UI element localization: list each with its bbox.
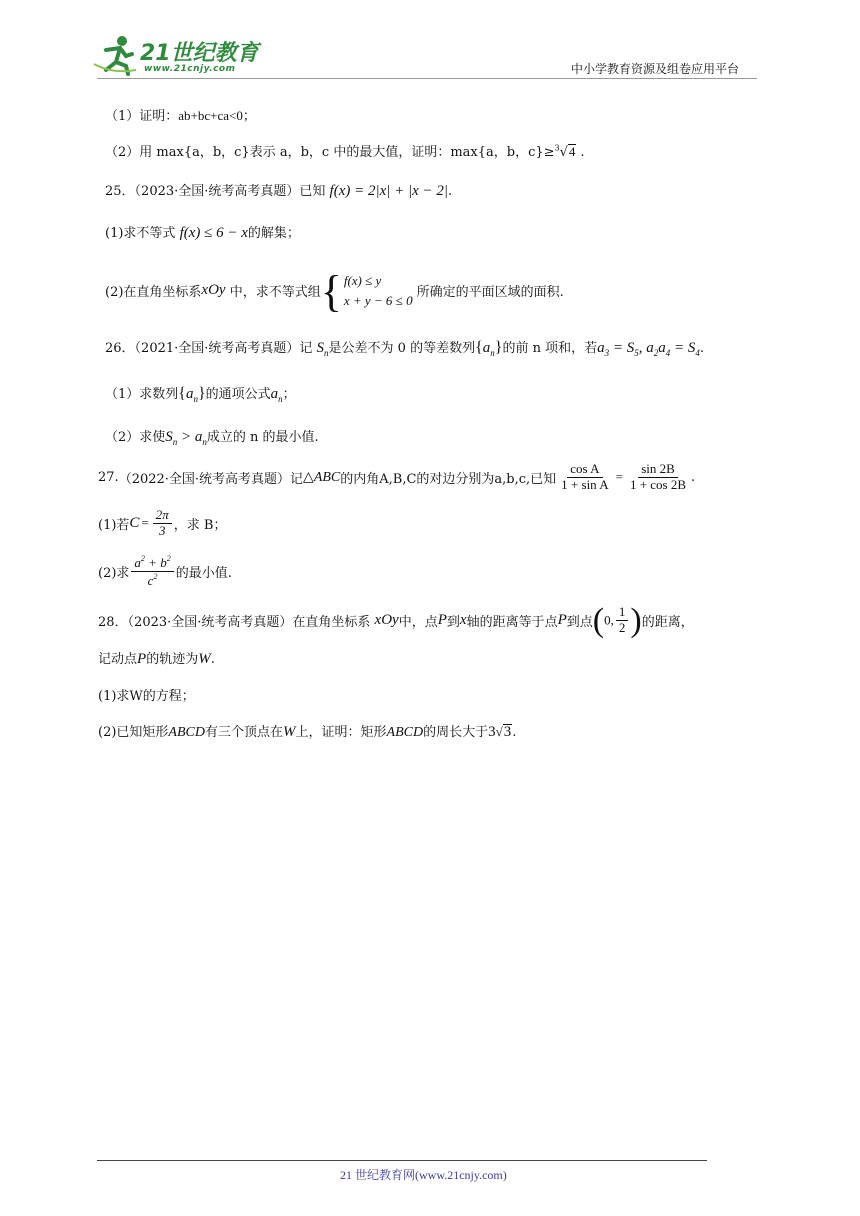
q25-system xyxy=(344,271,413,311)
q27-fraction-left xyxy=(558,462,611,493)
q26-stem-mid: 是公差不为 0 的等差数列 xyxy=(328,341,476,356)
q27-frac1-den: 1 + sin A xyxy=(561,476,609,492)
q28-part1 xyxy=(98,685,195,704)
q27-source: （2022·全国·统考高考真题）记 xyxy=(118,471,304,487)
q28-coord-system: xOy xyxy=(374,612,399,628)
q28-point-num: 1 xyxy=(616,605,629,621)
q28-part1-text: (1)求W的方程； xyxy=(98,689,195,704)
q27-part2-fraction: $\frac{a^2 + b^2}{c^2}$ xyxy=(131,554,173,589)
runner-logo-icon xyxy=(92,34,138,76)
q27-frac2-den: 1 + cos 2B xyxy=(629,476,687,492)
q26-sn: $S_n$ xyxy=(316,340,329,358)
q28-stem-mid1: 中，点 xyxy=(398,615,438,630)
q27-frac2-num: sin 2B xyxy=(638,462,678,478)
q26-seq-brace-close: } xyxy=(494,339,503,356)
q28-part2-mid: 有三个顶点在 xyxy=(204,725,283,740)
q26-stem xyxy=(105,337,704,358)
q27-part1-fraction xyxy=(153,508,172,539)
q25-part1-suffix: 的解集； xyxy=(247,226,300,241)
q28-line2-end: . xyxy=(210,652,215,667)
q28-line2-mid: 的轨迹为 xyxy=(146,652,199,667)
q25-function: f(x) = 2|x| + |x − 2| xyxy=(329,183,449,199)
left-paren-icon: ( xyxy=(592,602,605,639)
q27-fraction-right xyxy=(627,462,689,493)
q28-point-fraction xyxy=(616,605,629,636)
q25-part2-prefix: (2)在直角坐标系 xyxy=(105,285,202,300)
q26-inequality: $S_n > a_n$ xyxy=(165,429,207,447)
q27-part1-num: 2π xyxy=(153,508,172,524)
q28-part2-mid2: 上，证明：矩形 xyxy=(295,725,387,740)
q27-part2-prefix: (2)求 xyxy=(98,565,130,581)
q27-number: 27. xyxy=(98,469,119,485)
platform-name: 中小学教育资源及组卷应用平台 xyxy=(571,62,740,76)
q28-part2-end: . xyxy=(512,725,517,740)
q25-part2-suffix: 所确定的平面区域的面积. xyxy=(416,285,564,300)
q28-stem-mid2: 到 xyxy=(446,615,460,630)
q27-part2-suffix: 的最小值. xyxy=(175,565,232,581)
q26-part1: （1）求数列$\{a_n\}$的通项公式$a_n$； xyxy=(105,385,296,404)
q25-part2-mid: 中，求不等式组 xyxy=(225,285,321,300)
q24-part1-label: （1）证明： xyxy=(105,109,179,124)
q26-seq-brace: { xyxy=(475,339,483,356)
q26-part1-mid: 的通项公式 xyxy=(205,387,271,402)
q27-part2 xyxy=(98,554,232,589)
q24-root-index: 3 xyxy=(554,143,560,153)
header-logo xyxy=(92,34,262,76)
q28-stem-end: 的距离， xyxy=(641,615,694,630)
right-paren-icon: ) xyxy=(630,602,642,639)
q25-source: （2023·全国·统考高考真题）已知 xyxy=(134,184,326,199)
q26-stem-mid2: 的前 n 项和，若 xyxy=(502,341,598,356)
q24-part2 xyxy=(105,141,585,160)
q25-end: . xyxy=(448,184,453,199)
q28-root: 3 xyxy=(503,724,512,740)
q25-part2 xyxy=(105,266,564,317)
logo-title: 21世纪教育 xyxy=(140,41,259,66)
q25-coord-system: xOy xyxy=(201,282,226,298)
q24-part2-label: （2）用 max{a，b，c}表示 a，b，c 中的最大值，证明：max{a，b，c}≥ xyxy=(105,145,555,160)
q28-line2: 记动点P的轨迹为W. xyxy=(98,651,215,667)
q28-rect-name-2: ABCD xyxy=(386,725,424,740)
logo-url: www.21cnjy.com xyxy=(144,64,236,74)
q25-part1 xyxy=(105,222,300,242)
q25-part1-prefix: (1)求不等式 xyxy=(105,226,176,241)
q26-an: $a_n$ xyxy=(482,340,495,358)
q27-stem: 27.（2022·全国·统考高考真题）记△ABC的内角A,B,C的对边分别为a,b,c,已知 $\frac{\text{cos A}}{\text{1 + sin A}}$ = $\frac{\sin 2B}{1 + \cos 2B}$ . xyxy=(98,461,696,492)
q28-stem-mid4: 到点 xyxy=(566,615,593,630)
q27-part1: (1)若C = $\frac{2\pi}{3}$ ，求 B； xyxy=(98,507,227,538)
q26-part2 xyxy=(105,426,319,447)
q24-root-value: 4 xyxy=(568,144,576,159)
radical-icon-2: √ xyxy=(495,724,503,739)
q26-part1-prefix: （1）求数列 xyxy=(105,387,179,402)
footer-text[interactable]: 21 世纪教育网(www.21cnjy.com) xyxy=(340,1168,507,1182)
q28-source: （2023·全国·统考高考真题）在直角坐标系 xyxy=(127,615,371,630)
header-divider xyxy=(97,78,757,79)
q28-line2-prefix: 记动点 xyxy=(98,652,138,667)
q27-part1-suffix: ，求 B； xyxy=(173,517,227,533)
q26-part2-suffix: 成立的 n 的最小值. xyxy=(206,430,319,445)
q25-stem xyxy=(105,180,452,200)
q28-stem-mid3: 轴的距离等于点 xyxy=(466,615,558,630)
q27-part1-den: 3 xyxy=(159,522,166,538)
q28-number: 28． xyxy=(98,615,128,630)
q25-number: 25． xyxy=(105,184,135,199)
q27-frac1-num: cos A xyxy=(567,462,602,478)
left-brace-icon: { xyxy=(320,267,342,316)
q25-system-row1: f(x) ≤ y xyxy=(343,272,382,288)
q26-condition: $a_3 = S_5$, $a_2a_4 = S_4$ xyxy=(597,340,700,358)
q24-part1-expr: ab+bc+ca<0； xyxy=(178,108,256,123)
q24-part1 xyxy=(105,105,256,124)
q26-number: 26． xyxy=(105,341,135,356)
q26-part2-prefix: （2）求使 xyxy=(105,430,166,445)
q28-part2-mid3: 的周长大于 xyxy=(423,725,489,740)
radical-icon: √ xyxy=(559,145,568,160)
q28-point-den: 2 xyxy=(618,620,626,635)
q27-stem-mid: 的内角A,B,C的对边分别为a,b,c,已知 xyxy=(340,471,557,487)
q27-triangle: △ABC xyxy=(303,469,341,485)
q28-rect-name: ABCD xyxy=(168,725,205,740)
q24-part2-end: . xyxy=(580,145,585,160)
q26-part1-end: ； xyxy=(282,387,296,402)
q27-end: . xyxy=(691,469,696,485)
q26-end: . xyxy=(699,341,704,356)
q28-coef: 3 xyxy=(488,724,496,740)
q28-stem: 28．（2023·全国·统考高考真题）在直角坐标系 xOy中，点P到x轴的距离等于点P到点(0, $\frac{1}{2}$ )的距离， xyxy=(98,602,694,639)
q28-part2-prefix: (2)已知矩形 xyxy=(98,725,169,740)
q25-system-row2: x + y − 6 ≤ 0 xyxy=(343,292,413,308)
q27-part1-prefix: (1)若 xyxy=(98,517,130,533)
q25-part1-inequality: f(x) ≤ 6 − x xyxy=(179,225,248,241)
footer-divider xyxy=(97,1160,707,1161)
q28-part2: (2)已知矩形ABCD有三个顶点在W上，证明：矩形ABCD的周长大于3√3. xyxy=(98,724,517,740)
q26-source: （2021·全国·统考高考真题）记 xyxy=(134,341,313,356)
